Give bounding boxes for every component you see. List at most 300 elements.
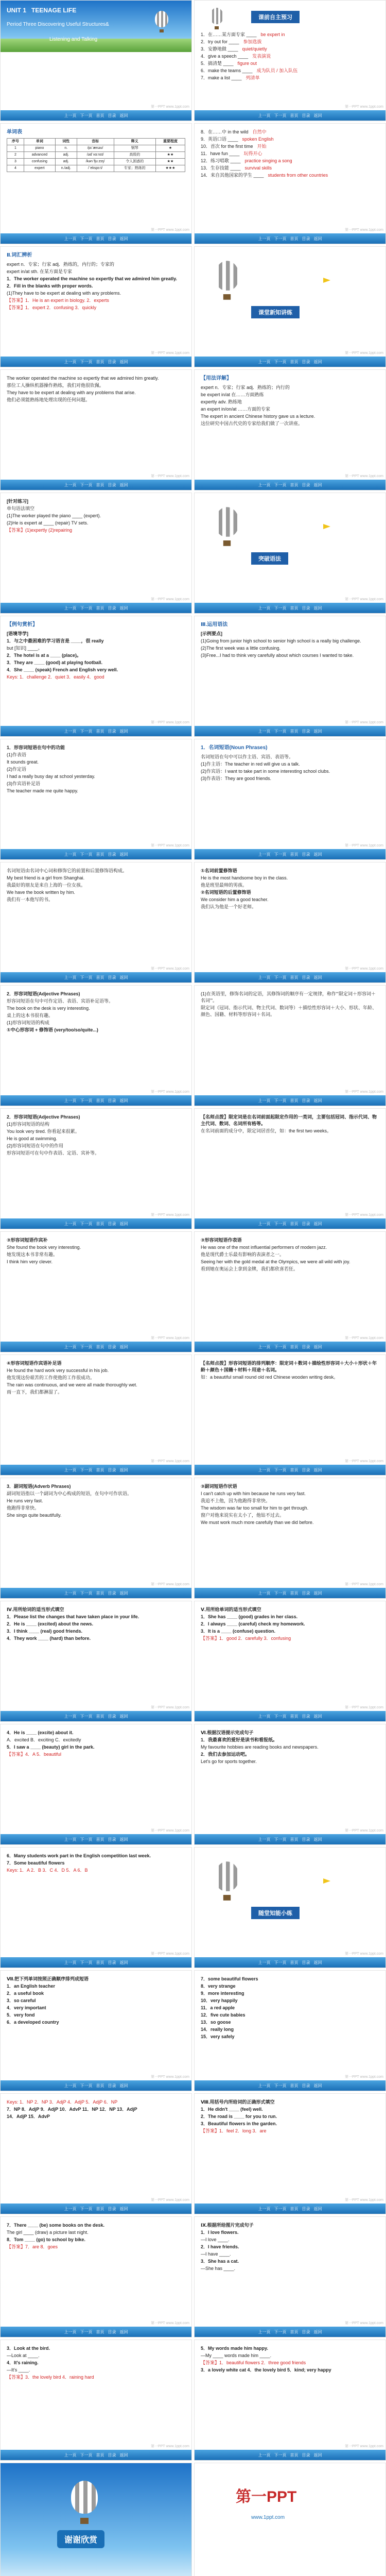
nav-button[interactable]: 返回 bbox=[119, 605, 128, 611]
nav-button[interactable]: 返回 bbox=[313, 1960, 322, 1965]
slide-29 bbox=[0, 1724, 192, 1845]
nav-button[interactable]: 下一页 bbox=[80, 1467, 93, 1472]
nav-button[interactable]: 下一页 bbox=[274, 482, 287, 487]
nav-button[interactable]: 首页 bbox=[96, 605, 104, 611]
nav-button[interactable]: 目录 bbox=[302, 113, 310, 118]
nav-button[interactable]: 返回 bbox=[313, 2329, 322, 2334]
nav-button[interactable]: 上一页 bbox=[258, 2452, 271, 2458]
text-line: The book on the desk is very interesting. bbox=[7, 1006, 90, 1011]
nav-button[interactable]: 返回 bbox=[119, 113, 128, 118]
nav-button[interactable]: 首页 bbox=[96, 359, 104, 364]
nav-button[interactable]: 目录 bbox=[302, 852, 310, 857]
text-line: 我最好的朋友是来自上海的一位女孩。 bbox=[7, 883, 86, 888]
nav-button[interactable]: 首页 bbox=[96, 1590, 104, 1596]
nav-button[interactable]: 上一页 bbox=[64, 113, 77, 118]
nav-button[interactable]: 上一页 bbox=[64, 1960, 77, 1965]
nav-button[interactable]: 首页 bbox=[96, 1960, 104, 1965]
nav-button[interactable]: 目录 bbox=[108, 482, 116, 487]
nav-button[interactable]: 上一页 bbox=[64, 2452, 77, 2458]
slide-nav-bar bbox=[195, 2450, 385, 2460]
text-line: We have the book written by him. bbox=[7, 890, 75, 895]
slide-body bbox=[7, 621, 185, 724]
balloon-icon bbox=[71, 2481, 98, 2514]
text-line: The teacher made me quite happy. bbox=[7, 788, 78, 794]
nav-button[interactable]: 返回 bbox=[119, 1590, 128, 1596]
slide-body bbox=[7, 1730, 185, 1832]
watermark: 第一PPT www.1ppt.com bbox=[345, 474, 383, 478]
text-line: but [知识] ____。 bbox=[7, 645, 43, 651]
nav-button[interactable]: 目录 bbox=[108, 2206, 116, 2211]
text-line: 3．It is a ____ (confuse) question. bbox=[201, 1629, 276, 1634]
nav-button[interactable]: 返回 bbox=[119, 2329, 128, 2334]
nav-button[interactable]: 下一页 bbox=[80, 728, 93, 734]
nav-button[interactable]: 返回 bbox=[119, 1098, 128, 1103]
slide-body bbox=[7, 1976, 185, 2078]
slide-18 bbox=[194, 985, 386, 1106]
nav-button[interactable]: 首页 bbox=[96, 1098, 104, 1103]
text-line: The worker operated the machine so expertly that we admired him greatly. bbox=[7, 376, 159, 381]
nav-button[interactable]: 首页 bbox=[96, 1344, 104, 1349]
nav-button[interactable]: 下一页 bbox=[80, 1098, 93, 1103]
nav-button[interactable]: 返回 bbox=[119, 1221, 128, 1226]
text-line: —She has ____. bbox=[201, 2266, 236, 2272]
nav-button[interactable]: 返回 bbox=[313, 1221, 322, 1226]
nav-button[interactable]: 返回 bbox=[313, 2083, 322, 2088]
nav-button[interactable]: 上一页 bbox=[258, 1467, 271, 1472]
watermark: 第一PPT www.1ppt.com bbox=[345, 598, 383, 601]
nav-button[interactable]: 目录 bbox=[108, 1590, 116, 1596]
section-title: 突破语法 bbox=[251, 552, 288, 565]
nav-button[interactable]: 返回 bbox=[313, 2452, 322, 2458]
nav-button[interactable]: 下一页 bbox=[80, 975, 93, 980]
table-cell: ★ bbox=[155, 145, 185, 151]
slide-body bbox=[7, 498, 185, 601]
nav-button[interactable]: 目录 bbox=[108, 2083, 116, 2088]
nav-button[interactable]: 首页 bbox=[96, 1221, 104, 1226]
slide-nav-bar bbox=[195, 1465, 385, 1475]
text-line: 名词短语在句中可以作主语、宾语、表语等。 bbox=[201, 754, 294, 759]
text-line: (1)形容词短语的构成 bbox=[7, 1020, 49, 1026]
nav-button[interactable]: 下一页 bbox=[80, 1590, 93, 1596]
nav-button[interactable]: 下一页 bbox=[274, 1960, 287, 1965]
nav-button[interactable]: 上一页 bbox=[64, 1837, 77, 1842]
nav-button[interactable]: 返回 bbox=[119, 236, 128, 241]
text-line: 看到她在奥运会上拿到金牌，我们都欣喜若狂。 bbox=[201, 1266, 299, 1272]
nav-button[interactable]: 返回 bbox=[313, 852, 322, 857]
nav-button[interactable]: 上一页 bbox=[258, 728, 271, 734]
slide-nav-bar bbox=[195, 357, 385, 367]
nav-button[interactable]: 首页 bbox=[290, 975, 299, 980]
watermark: 第一PPT www.1ppt.com bbox=[345, 1336, 383, 1340]
nav-button[interactable]: 下一页 bbox=[80, 852, 93, 857]
nav-button[interactable]: 目录 bbox=[302, 728, 310, 734]
nav-button[interactable]: 下一页 bbox=[80, 482, 93, 487]
slide-nav-bar bbox=[1, 2204, 191, 2214]
vocab-answer: 参加选拔 bbox=[243, 39, 262, 45]
nav-button[interactable]: 返回 bbox=[313, 728, 322, 734]
nav-button[interactable]: 目录 bbox=[302, 1344, 310, 1349]
nav-button[interactable]: 上一页 bbox=[64, 2083, 77, 2088]
nav-button[interactable]: 首页 bbox=[290, 852, 299, 857]
nav-button[interactable]: 目录 bbox=[108, 1098, 116, 1103]
slide-nav-bar bbox=[195, 603, 385, 613]
watermark: 第一PPT www.1ppt.com bbox=[151, 1706, 189, 1709]
watermark: 第一PPT www.1ppt.com bbox=[151, 2321, 189, 2325]
nav-button[interactable]: 首页 bbox=[290, 1098, 299, 1103]
nav-button[interactable]: 返回 bbox=[313, 605, 322, 611]
nav-button[interactable]: 下一页 bbox=[274, 359, 287, 364]
nav-button[interactable]: 目录 bbox=[108, 2452, 116, 2458]
nav-button[interactable]: 下一页 bbox=[274, 1714, 287, 1719]
nav-button[interactable]: 上一页 bbox=[64, 975, 77, 980]
nav-button[interactable]: 首页 bbox=[290, 2452, 299, 2458]
nav-button[interactable]: 下一页 bbox=[80, 1221, 93, 1226]
nav-button[interactable]: 首页 bbox=[96, 2452, 104, 2458]
nav-button[interactable]: 下一页 bbox=[80, 1714, 93, 1719]
nav-button[interactable]: 目录 bbox=[302, 1221, 310, 1226]
nav-button[interactable]: 下一页 bbox=[80, 359, 93, 364]
nav-button[interactable]: 上一页 bbox=[64, 2206, 77, 2211]
nav-button[interactable]: 返回 bbox=[119, 1714, 128, 1719]
nav-button[interactable]: 首页 bbox=[290, 1344, 299, 1349]
nav-button[interactable]: 上一页 bbox=[258, 1837, 271, 1842]
text-line: 如：a beautiful small round old red Chinese wooden writing desk。 bbox=[201, 1375, 339, 1380]
slide-body bbox=[7, 1483, 185, 1586]
nav-button[interactable]: 上一页 bbox=[258, 605, 271, 611]
nav-button[interactable]: 上一页 bbox=[64, 482, 77, 487]
nav-button[interactable]: 下一页 bbox=[274, 1837, 287, 1842]
nav-button[interactable]: 返回 bbox=[313, 975, 322, 980]
nav-button[interactable]: 目录 bbox=[108, 1837, 116, 1842]
nav-button[interactable]: 目录 bbox=[108, 359, 116, 364]
nav-button[interactable]: 首页 bbox=[290, 113, 299, 118]
text-line: 【名师点拨】限定词是在名词前面起限定作用的一类词，主要包括冠词、指示代词、物主代词、数词、名词所有格等。 bbox=[201, 1114, 377, 1127]
nav-button[interactable]: 返回 bbox=[119, 359, 128, 364]
nav-button[interactable]: 首页 bbox=[96, 1714, 104, 1719]
nav-button[interactable]: 上一页 bbox=[64, 1344, 77, 1349]
nav-button[interactable]: 首页 bbox=[290, 2083, 299, 2088]
nav-button[interactable]: 上一页 bbox=[64, 1221, 77, 1226]
nav-button[interactable]: 首页 bbox=[96, 728, 104, 734]
slide-nav-bar bbox=[1, 2327, 191, 2337]
text-line: 13．so goose bbox=[201, 2020, 231, 2025]
nav-button[interactable]: 目录 bbox=[108, 1714, 116, 1719]
nav-button[interactable]: 下一页 bbox=[80, 2206, 93, 2211]
slide-body bbox=[201, 1976, 379, 2078]
nav-button[interactable]: 目录 bbox=[302, 1960, 310, 1965]
nav-button[interactable]: 首页 bbox=[96, 113, 104, 118]
nav-button[interactable]: 首页 bbox=[96, 236, 104, 241]
text-line: Ⅷ.用括号内所给词的正确形式填空 bbox=[201, 2099, 275, 2105]
table-cell: 钢琴 bbox=[114, 145, 155, 151]
nav-button[interactable]: 返回 bbox=[313, 482, 322, 487]
nav-button[interactable]: 上一页 bbox=[258, 1098, 271, 1103]
nav-button[interactable]: 返回 bbox=[313, 1344, 322, 1349]
nav-button[interactable]: 上一页 bbox=[258, 1590, 271, 1596]
slide-heading: Ⅲ.运用语法 bbox=[201, 622, 228, 628]
slide-heading: Ⅱ.词汇辨析 bbox=[7, 252, 32, 258]
nav-button[interactable]: 目录 bbox=[302, 2206, 310, 2211]
nav-button[interactable]: 上一页 bbox=[64, 728, 77, 734]
nav-button[interactable]: 目录 bbox=[108, 113, 116, 118]
nav-button[interactable]: 首页 bbox=[290, 1590, 299, 1596]
nav-button[interactable]: 上一页 bbox=[258, 236, 271, 241]
nav-button[interactable]: 首页 bbox=[290, 2329, 299, 2334]
text-line: (1)The worker played the piano ____ (expert). bbox=[7, 513, 101, 519]
nav-button[interactable]: 上一页 bbox=[258, 1344, 271, 1349]
nav-button[interactable]: 返回 bbox=[313, 1098, 322, 1103]
nav-button[interactable]: 上一页 bbox=[64, 359, 77, 364]
nav-button[interactable]: 下一页 bbox=[274, 1098, 287, 1103]
nav-button[interactable]: 下一页 bbox=[274, 852, 287, 857]
nav-button[interactable]: 首页 bbox=[96, 2083, 104, 2088]
slide-body bbox=[201, 621, 379, 724]
slide-body bbox=[7, 2099, 185, 2201]
text-line: 7．Some beautiful flowers bbox=[7, 1860, 65, 1866]
nav-button[interactable]: 目录 bbox=[302, 2329, 310, 2334]
watermark: 第一PPT www.1ppt.com bbox=[345, 105, 383, 109]
table-cell: n./adj. bbox=[55, 165, 77, 172]
text-line: ④形容词短语作宾语补足语 bbox=[7, 1361, 62, 1366]
nav-button[interactable]: 下一页 bbox=[274, 1467, 287, 1472]
nav-button[interactable]: 下一页 bbox=[274, 605, 287, 611]
vocab-item bbox=[201, 136, 379, 143]
nav-button[interactable]: 首页 bbox=[96, 2329, 104, 2334]
nav-button[interactable]: 首页 bbox=[290, 1960, 299, 1965]
nav-button[interactable]: 首页 bbox=[290, 605, 299, 611]
nav-button[interactable]: 返回 bbox=[119, 2083, 128, 2088]
nav-button[interactable]: 返回 bbox=[119, 1344, 128, 1349]
vocab-prompt: 7．make a list ____ bbox=[201, 75, 242, 81]
nav-button[interactable]: 首页 bbox=[96, 1837, 104, 1842]
nav-button[interactable]: 下一页 bbox=[80, 1344, 93, 1349]
nav-button[interactable]: 上一页 bbox=[64, 605, 77, 611]
vocab-answer: 开始 bbox=[257, 144, 267, 149]
nav-button[interactable]: 目录 bbox=[108, 236, 116, 241]
text-line: 形容词短语可在句中作表语、定语、宾补等。 bbox=[7, 1150, 100, 1156]
nav-button[interactable]: 返回 bbox=[119, 975, 128, 980]
text-line: Ⅴ.用所给单词的适当形式填空 bbox=[201, 1607, 261, 1612]
slide-20 bbox=[194, 1108, 386, 1229]
nav-button[interactable]: 下一页 bbox=[80, 1960, 93, 1965]
section-title: 课堂新知讲练 bbox=[251, 306, 300, 318]
nav-button[interactable]: 上一页 bbox=[258, 2083, 271, 2088]
nav-button[interactable]: 上一页 bbox=[64, 852, 77, 857]
text-line: 1．Please list the changes that have taken place in your life. bbox=[7, 1614, 139, 1620]
text-line: My best friend is a girl from Shanghai. bbox=[7, 875, 85, 881]
nav-button[interactable]: 下一页 bbox=[80, 113, 93, 118]
text-line: My favourite hobbies are reading books and newspapers. bbox=[201, 1744, 319, 1750]
text-line: 在名词前面的成分中，限定词居首位，如：the first two weeks。 bbox=[201, 1128, 332, 1134]
slide-nav-bar bbox=[195, 726, 385, 736]
nav-button[interactable]: 上一页 bbox=[258, 1714, 271, 1719]
nav-button[interactable]: 上一页 bbox=[258, 482, 271, 487]
nav-button[interactable]: 返回 bbox=[313, 2206, 322, 2211]
nav-button[interactable]: 下一页 bbox=[274, 113, 287, 118]
nav-button[interactable]: 目录 bbox=[108, 728, 116, 734]
nav-button[interactable]: 目录 bbox=[302, 359, 310, 364]
slide-38 bbox=[194, 2216, 386, 2337]
nav-button[interactable]: 上一页 bbox=[258, 852, 271, 857]
nav-button[interactable]: 下一页 bbox=[274, 975, 287, 980]
nav-button[interactable]: 上一页 bbox=[258, 2329, 271, 2334]
text-line: 他是现代爵士乐最有影响的表演者之一。 bbox=[201, 1252, 285, 1258]
nav-button[interactable]: 目录 bbox=[108, 1344, 116, 1349]
nav-button[interactable]: 目录 bbox=[302, 2083, 310, 2088]
nav-button[interactable]: 返回 bbox=[119, 1837, 128, 1842]
nav-button[interactable]: 上一页 bbox=[258, 359, 271, 364]
nav-button[interactable]: 上一页 bbox=[258, 975, 271, 980]
text-line: She sings quite beautifully. bbox=[7, 1513, 62, 1518]
vocab-answer: survival skills bbox=[244, 165, 272, 171]
nav-button[interactable]: 返回 bbox=[313, 1590, 322, 1596]
table-cell: ★★ bbox=[155, 151, 185, 158]
nav-button[interactable]: 目录 bbox=[108, 605, 116, 611]
nav-button[interactable]: 目录 bbox=[108, 2329, 116, 2334]
nav-button[interactable]: 返回 bbox=[119, 852, 128, 857]
nav-button[interactable]: 返回 bbox=[119, 2452, 128, 2458]
vocab-item bbox=[201, 60, 379, 67]
nav-button[interactable]: 返回 bbox=[313, 359, 322, 364]
nav-button[interactable]: 首页 bbox=[96, 1467, 104, 1472]
text-line: an expert in/on/at ……方面的专家 bbox=[201, 406, 271, 412]
nav-button[interactable]: 首页 bbox=[96, 975, 104, 980]
nav-button[interactable]: 返回 bbox=[119, 728, 128, 734]
nav-button[interactable]: 目录 bbox=[302, 482, 310, 487]
nav-button[interactable]: 下一页 bbox=[274, 2452, 287, 2458]
nav-button[interactable]: 下一页 bbox=[80, 605, 93, 611]
nav-button[interactable]: 目录 bbox=[302, 236, 310, 241]
text-line: Seeing her with the gold medal at the Olympics, we were all wild with joy. bbox=[201, 1259, 350, 1265]
nav-button[interactable]: 目录 bbox=[302, 975, 310, 980]
nav-button[interactable]: 首页 bbox=[290, 359, 299, 364]
slide-nav-bar bbox=[1, 1957, 191, 1968]
nav-button[interactable]: 目录 bbox=[302, 605, 310, 611]
slide-body bbox=[7, 991, 185, 1093]
nav-button[interactable]: 目录 bbox=[108, 1467, 116, 1472]
text-line: 1．He didn't ____ (feel) well. bbox=[201, 2107, 263, 2112]
nav-button[interactable]: 上一页 bbox=[64, 1098, 77, 1103]
nav-button[interactable]: 上一页 bbox=[258, 1960, 271, 1965]
nav-button[interactable]: 首页 bbox=[290, 1467, 299, 1472]
table-cell: expert bbox=[24, 165, 55, 172]
nav-button[interactable]: 返回 bbox=[119, 1467, 128, 1472]
nav-button[interactable]: 返回 bbox=[119, 2206, 128, 2211]
watermark: 第一PPT www.1ppt.com bbox=[345, 1952, 383, 1956]
brand-url[interactable]: www.1ppt.com bbox=[251, 2515, 285, 2520]
nav-button[interactable]: 上一页 bbox=[64, 1590, 77, 1596]
nav-button[interactable]: 目录 bbox=[108, 1221, 116, 1226]
nav-button[interactable]: 返回 bbox=[119, 482, 128, 487]
nav-button[interactable]: 首页 bbox=[290, 482, 299, 487]
nav-button[interactable]: 上一页 bbox=[64, 236, 77, 241]
nav-button[interactable]: 下一页 bbox=[80, 2083, 93, 2088]
text-line: 单句语法填空 bbox=[7, 506, 35, 512]
nav-button[interactable]: 返回 bbox=[313, 113, 322, 118]
watermark: 第一PPT www.1ppt.com bbox=[345, 1460, 383, 1463]
text-line: 15．very safely bbox=[201, 2034, 235, 2040]
sky-banner bbox=[1, 2463, 191, 2576]
nav-button[interactable]: 下一页 bbox=[80, 2329, 93, 2334]
slide-body bbox=[7, 868, 185, 970]
section-title: 课前自主预习 bbox=[251, 11, 300, 23]
watermark: 第一PPT www.1ppt.com bbox=[151, 1336, 189, 1340]
nav-button[interactable]: 返回 bbox=[313, 1714, 322, 1719]
nav-button[interactable]: 下一页 bbox=[274, 1344, 287, 1349]
nav-button[interactable]: 上一页 bbox=[258, 1221, 271, 1226]
nav-button[interactable]: 目录 bbox=[108, 1960, 116, 1965]
nav-button[interactable]: 上一页 bbox=[64, 1714, 77, 1719]
nav-button[interactable]: 下一页 bbox=[80, 2452, 93, 2458]
nav-button[interactable]: 下一页 bbox=[274, 2329, 287, 2334]
nav-button[interactable]: 上一页 bbox=[64, 2329, 77, 2334]
nav-button[interactable]: 首页 bbox=[290, 728, 299, 734]
nav-button[interactable]: 目录 bbox=[302, 1590, 310, 1596]
nav-button[interactable]: 首页 bbox=[290, 2206, 299, 2211]
nav-button[interactable]: 首页 bbox=[96, 852, 104, 857]
nav-button[interactable]: 上一页 bbox=[258, 2206, 271, 2211]
nav-button[interactable]: 返回 bbox=[119, 1960, 128, 1965]
nav-button[interactable]: 目录 bbox=[302, 1467, 310, 1472]
nav-button[interactable]: 返回 bbox=[313, 1837, 322, 1842]
text-line: ②名词短语的后置修饰语 bbox=[201, 890, 251, 895]
watermark: 第一PPT www.1ppt.com bbox=[345, 1706, 383, 1709]
balloon-icon bbox=[215, 507, 239, 537]
nav-button[interactable]: 目录 bbox=[302, 1098, 310, 1103]
nav-button[interactable]: 首页 bbox=[96, 2206, 104, 2211]
nav-button[interactable]: 返回 bbox=[313, 236, 322, 241]
vocab-item bbox=[201, 143, 379, 150]
nav-button[interactable]: 首页 bbox=[290, 1714, 299, 1719]
nav-button[interactable]: 首页 bbox=[96, 482, 104, 487]
text-line: A．excited B．exciting C．excitedly bbox=[7, 1737, 81, 1743]
text-line: 5．My words made him happy. bbox=[201, 2346, 268, 2351]
text-line: (1)Going from junior high school to senior high school is a really big challenge. bbox=[201, 638, 361, 643]
nav-button[interactable]: 目录 bbox=[108, 852, 116, 857]
nav-button[interactable]: 下一页 bbox=[274, 728, 287, 734]
nav-button[interactable]: 下一页 bbox=[274, 1221, 287, 1226]
nav-button[interactable]: 目录 bbox=[302, 1714, 310, 1719]
period-subtitle: Discovering Useful Structures& bbox=[38, 22, 109, 27]
nav-button[interactable]: 返回 bbox=[313, 1467, 322, 1472]
text-line: 他是班里最帅的男孩。 bbox=[201, 883, 248, 888]
nav-button[interactable]: 下一页 bbox=[274, 2206, 287, 2211]
nav-button[interactable]: 目录 bbox=[302, 1837, 310, 1842]
nav-button[interactable]: 首页 bbox=[290, 1837, 299, 1842]
text-line: 雨一直下，我们都淋湿了。 bbox=[7, 1389, 63, 1395]
nav-button[interactable]: 下一页 bbox=[80, 1837, 93, 1842]
balloon-icon bbox=[155, 11, 168, 27]
nav-button[interactable]: 上一页 bbox=[258, 113, 271, 118]
vocab-item bbox=[201, 165, 379, 172]
nav-button[interactable]: 下一页 bbox=[274, 1590, 287, 1596]
text-line: 2．形容词短语(Adjective Phrases) bbox=[7, 1114, 80, 1120]
nav-button[interactable]: 下一页 bbox=[80, 236, 93, 241]
nav-button[interactable]: 上一页 bbox=[64, 1467, 77, 1472]
nav-button[interactable]: 首页 bbox=[290, 236, 299, 241]
text-line: I had a really busy day at school yesterday. bbox=[7, 774, 95, 779]
vocab-item bbox=[201, 129, 379, 135]
nav-button[interactable]: 目录 bbox=[108, 975, 116, 980]
text-line: She found the book very interesting. bbox=[7, 1245, 81, 1250]
nav-button[interactable]: 下一页 bbox=[274, 2083, 287, 2088]
watermark: 第一PPT www.1ppt.com bbox=[151, 1460, 189, 1463]
nav-button[interactable]: 下一页 bbox=[274, 236, 287, 241]
plane-icon bbox=[323, 1878, 330, 1884]
text-line: 3．They are ____ (good) at playing football. bbox=[7, 659, 103, 665]
nav-button[interactable]: 目录 bbox=[302, 2452, 310, 2458]
nav-button[interactable]: 首页 bbox=[290, 1221, 299, 1226]
